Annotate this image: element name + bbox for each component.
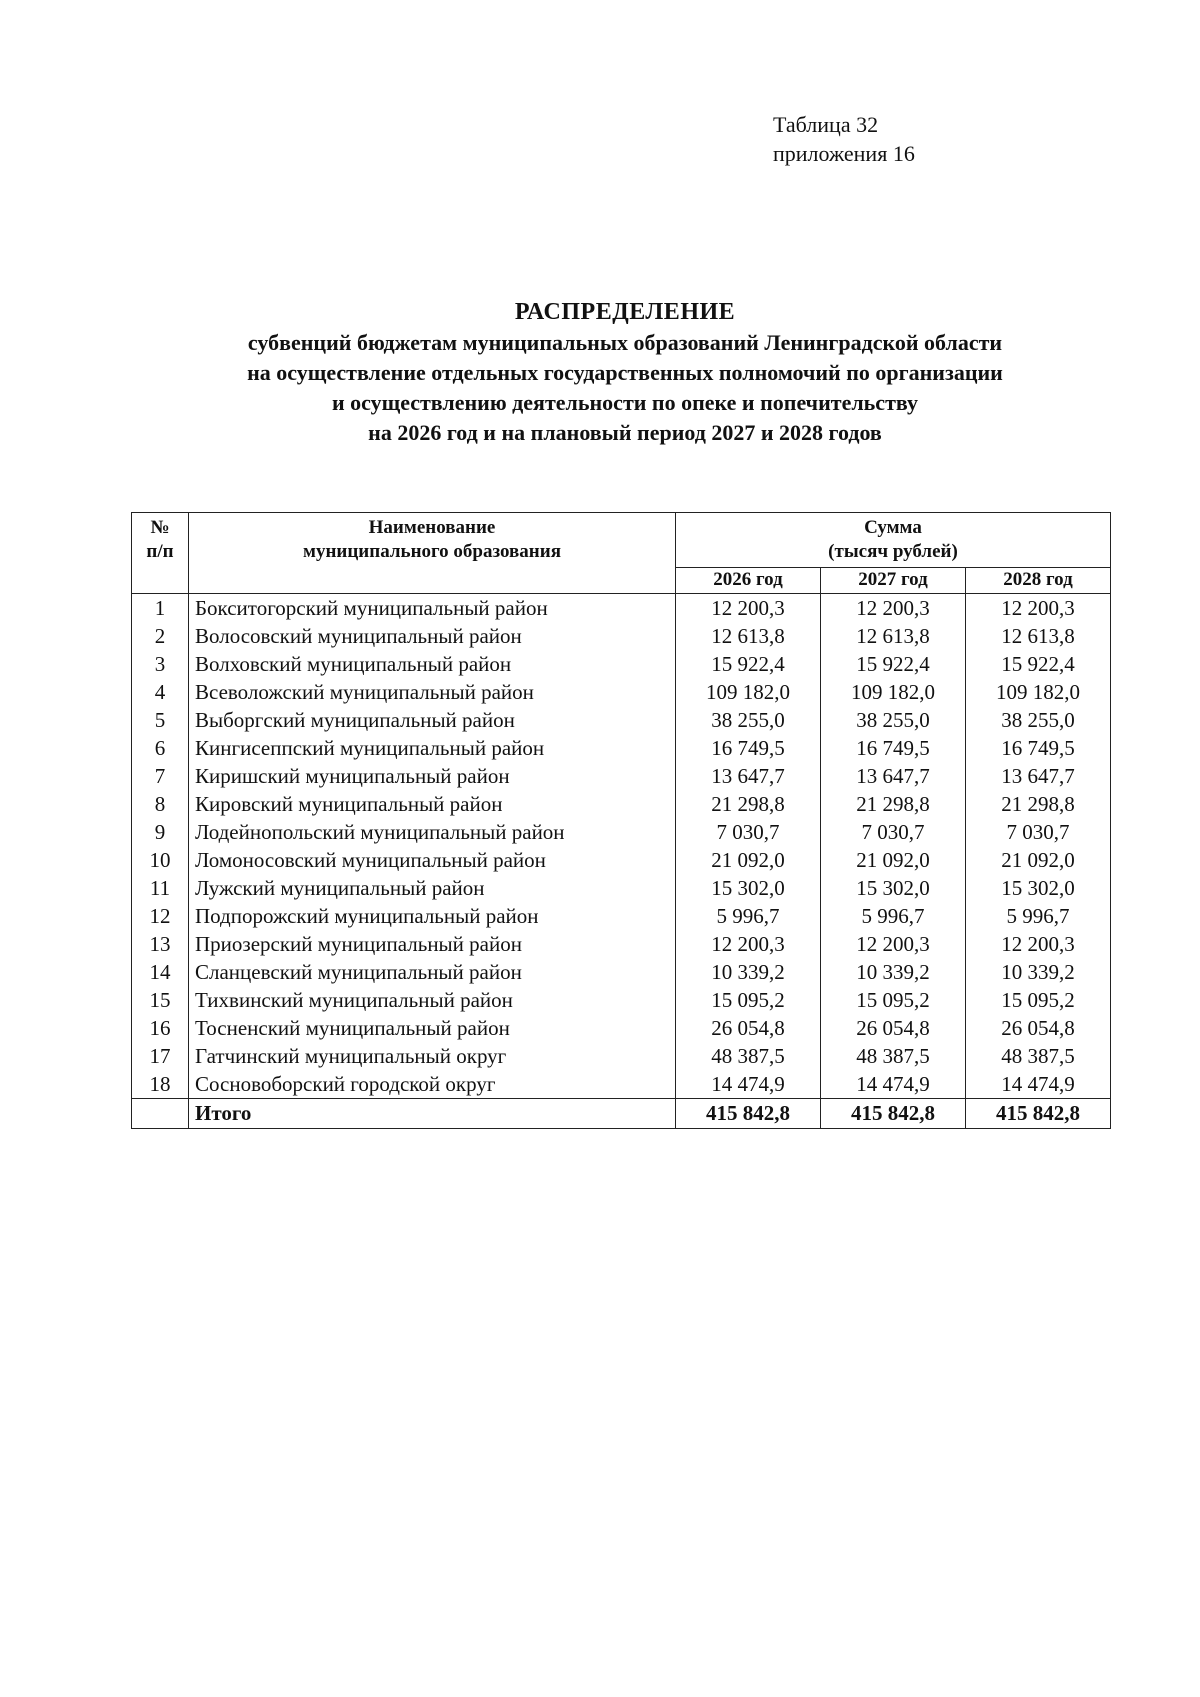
row-name-cell: Бокситогорский муниципальный район [189, 594, 676, 623]
row-number-cell: 5 [132, 706, 189, 734]
column-header-number [132, 513, 189, 594]
row-value-2027-cell: 5 996,7 [821, 902, 966, 930]
row-value-2027-cell: 12 200,3 [821, 930, 966, 958]
row-value-2026-cell: 7 030,7 [676, 818, 821, 846]
row-name-cell: Волосовский муниципальный район [189, 622, 676, 650]
row-value-2028-cell: 16 749,5 [966, 734, 1111, 762]
row-value-2026-cell: 48 387,5 [676, 1042, 821, 1070]
row-value-2027-cell: 21 092,0 [821, 846, 966, 874]
row-value-2028-cell: 13 647,7 [966, 762, 1111, 790]
row-name-cell: Ломоносовский муниципальный район [189, 846, 676, 874]
row-value-2026-cell: 15 922,4 [676, 650, 821, 678]
row-value-2027-cell: 13 647,7 [821, 762, 966, 790]
row-value-2026-cell: 21 298,8 [676, 790, 821, 818]
row-value-2028-cell: 12 613,8 [966, 622, 1111, 650]
row-number-cell: 9 [132, 818, 189, 846]
table-row [132, 846, 1111, 874]
heading-line-3: и осуществлению деятельности по опеке и попечительству [331, 390, 919, 415]
row-value-2026-cell: 16 749,5 [676, 734, 821, 762]
row-number-cell: 16 [132, 1014, 189, 1042]
row-value-2026-cell: 12 200,3 [676, 594, 821, 623]
column-header-year-2027: 2027 год [821, 568, 966, 594]
row-name-cell: Подпорожский муниципальный район [189, 902, 676, 930]
row-name-cell: Волховский муниципальный район [189, 650, 676, 678]
row-value-2027-cell: 109 182,0 [821, 678, 966, 706]
row-value-2027-cell: 21 298,8 [821, 790, 966, 818]
column-header-sum [676, 513, 1111, 568]
row-name-cell: Кировский муниципальный район [189, 790, 676, 818]
table-row [132, 986, 1111, 1014]
row-value-2028-cell: 5 996,7 [966, 902, 1111, 930]
row-number-cell: 6 [132, 734, 189, 762]
row-value-2026-cell: 13 647,7 [676, 762, 821, 790]
row-value-2026-cell: 12 613,8 [676, 622, 821, 650]
heading-line-2: на осуществление отдельных государственных полномочий по организации [247, 360, 1003, 385]
row-number-cell: 14 [132, 958, 189, 986]
row-value-2027-cell: 15 095,2 [821, 986, 966, 1014]
row-value-2027-cell: 14 474,9 [821, 1070, 966, 1099]
table-row [132, 622, 1111, 650]
row-value-2027-cell: 15 302,0 [821, 874, 966, 902]
row-name-cell: Сланцевский муниципальный район [189, 958, 676, 986]
header-name-line-2: муниципального образования [303, 541, 561, 562]
table-row [132, 958, 1111, 986]
heading-line-4: на 2026 год и на плановый период 2027 и 2028 годов [368, 420, 882, 445]
row-number-cell: 18 [132, 1070, 189, 1099]
row-value-2028-cell: 38 255,0 [966, 706, 1111, 734]
row-value-2028-cell: 15 922,4 [966, 650, 1111, 678]
row-name-cell: Лужский муниципальный район [189, 874, 676, 902]
row-name-cell: Гатчинский муниципальный округ [189, 1042, 676, 1070]
row-name-cell: Лодейнопольский муниципальный район [189, 818, 676, 846]
row-number-cell: 2 [132, 622, 189, 650]
table-row [132, 790, 1111, 818]
table-row [132, 1014, 1111, 1042]
row-name-cell: Сосновоборский городской округ [189, 1070, 676, 1099]
row-value-2027-cell: 48 387,5 [821, 1042, 966, 1070]
table-row [132, 706, 1111, 734]
total-row [132, 1099, 1111, 1129]
table-row [132, 902, 1111, 930]
table-row [132, 734, 1111, 762]
row-number-cell: 13 [132, 930, 189, 958]
table-row [132, 874, 1111, 902]
table-row [132, 1070, 1111, 1099]
row-value-2028-cell: 7 030,7 [966, 818, 1111, 846]
row-name-cell: Киришский муниципальный район [189, 762, 676, 790]
row-value-2027-cell: 12 200,3 [821, 594, 966, 623]
row-value-2027-cell: 15 922,4 [821, 650, 966, 678]
header-number-abbrev: п/п [146, 541, 174, 562]
header-sum-unit: (тысяч рублей) [828, 541, 958, 562]
distribution-table [131, 512, 1111, 1129]
row-number-cell: 10 [132, 846, 189, 874]
column-header-year-2026: 2026 год [676, 568, 821, 594]
row-value-2026-cell: 12 200,3 [676, 930, 821, 958]
row-value-2028-cell: 12 200,3 [966, 594, 1111, 623]
total-value-2026-cell: 415 842,8 [676, 1099, 821, 1129]
row-number-cell: 11 [132, 874, 189, 902]
row-value-2028-cell: 26 054,8 [966, 1014, 1111, 1042]
reference-table-number: Таблица 32 [773, 112, 879, 137]
row-number-cell: 1 [132, 594, 189, 623]
row-value-2026-cell: 38 255,0 [676, 706, 821, 734]
total-value-2027-cell: 415 842,8 [821, 1099, 966, 1129]
row-value-2026-cell: 10 339,2 [676, 958, 821, 986]
row-value-2028-cell: 21 092,0 [966, 846, 1111, 874]
row-number-cell: 7 [132, 762, 189, 790]
row-value-2028-cell: 15 302,0 [966, 874, 1111, 902]
row-value-2028-cell: 21 298,8 [966, 790, 1111, 818]
row-number-cell: 3 [132, 650, 189, 678]
row-value-2026-cell: 14 474,9 [676, 1070, 821, 1099]
row-value-2027-cell: 7 030,7 [821, 818, 966, 846]
row-name-cell: Выборгский муниципальный район [189, 706, 676, 734]
table-reference [773, 110, 915, 168]
reference-appendix-number: приложения 16 [773, 141, 915, 166]
row-value-2026-cell: 21 092,0 [676, 846, 821, 874]
row-value-2026-cell: 109 182,0 [676, 678, 821, 706]
total-number-cell [132, 1099, 189, 1129]
column-header-year-2028: 2028 год [966, 568, 1111, 594]
row-number-cell: 8 [132, 790, 189, 818]
row-value-2026-cell: 15 095,2 [676, 986, 821, 1014]
table-row [132, 1042, 1111, 1070]
row-value-2028-cell: 14 474,9 [966, 1070, 1111, 1099]
row-value-2027-cell: 16 749,5 [821, 734, 966, 762]
table-row [132, 678, 1111, 706]
column-header-name [189, 513, 676, 594]
table-row [132, 930, 1111, 958]
row-value-2026-cell: 26 054,8 [676, 1014, 821, 1042]
header-number-symbol: № [150, 517, 170, 538]
row-value-2026-cell: 5 996,7 [676, 902, 821, 930]
row-value-2027-cell: 38 255,0 [821, 706, 966, 734]
total-value-2028-cell: 415 842,8 [966, 1099, 1111, 1129]
heading-line-1: субвенций бюджетам муниципальных образований Ленинградской области [247, 330, 1003, 355]
table-body [132, 594, 1111, 1129]
row-value-2028-cell: 15 095,2 [966, 986, 1111, 1014]
row-name-cell: Всеволожский муниципальный район [189, 678, 676, 706]
table-row [132, 594, 1111, 623]
document-heading [130, 296, 1120, 448]
row-name-cell: Тихвинский муниципальный район [189, 986, 676, 1014]
row-name-cell: Кингисеппский муниципальный район [189, 734, 676, 762]
row-number-cell: 4 [132, 678, 189, 706]
row-value-2028-cell: 109 182,0 [966, 678, 1111, 706]
row-value-2027-cell: 12 613,8 [821, 622, 966, 650]
table-row [132, 762, 1111, 790]
row-value-2028-cell: 48 387,5 [966, 1042, 1111, 1070]
header-sum-label: Сумма [864, 517, 922, 538]
row-value-2028-cell: 12 200,3 [966, 930, 1111, 958]
row-name-cell: Тосненский муниципальный район [189, 1014, 676, 1042]
table-row [132, 650, 1111, 678]
row-number-cell: 15 [132, 986, 189, 1014]
document-title: РАСПРЕДЕЛЕНИЕ [514, 299, 736, 325]
total-label-cell: Итого [189, 1099, 676, 1129]
row-value-2027-cell: 26 054,8 [821, 1014, 966, 1042]
row-value-2027-cell: 10 339,2 [821, 958, 966, 986]
row-number-cell: 12 [132, 902, 189, 930]
row-value-2026-cell: 15 302,0 [676, 874, 821, 902]
table-row [132, 818, 1111, 846]
row-value-2028-cell: 10 339,2 [966, 958, 1111, 986]
row-name-cell: Приозерский муниципальный район [189, 930, 676, 958]
header-name-line-1: Наименование [368, 517, 496, 538]
row-number-cell: 17 [132, 1042, 189, 1070]
